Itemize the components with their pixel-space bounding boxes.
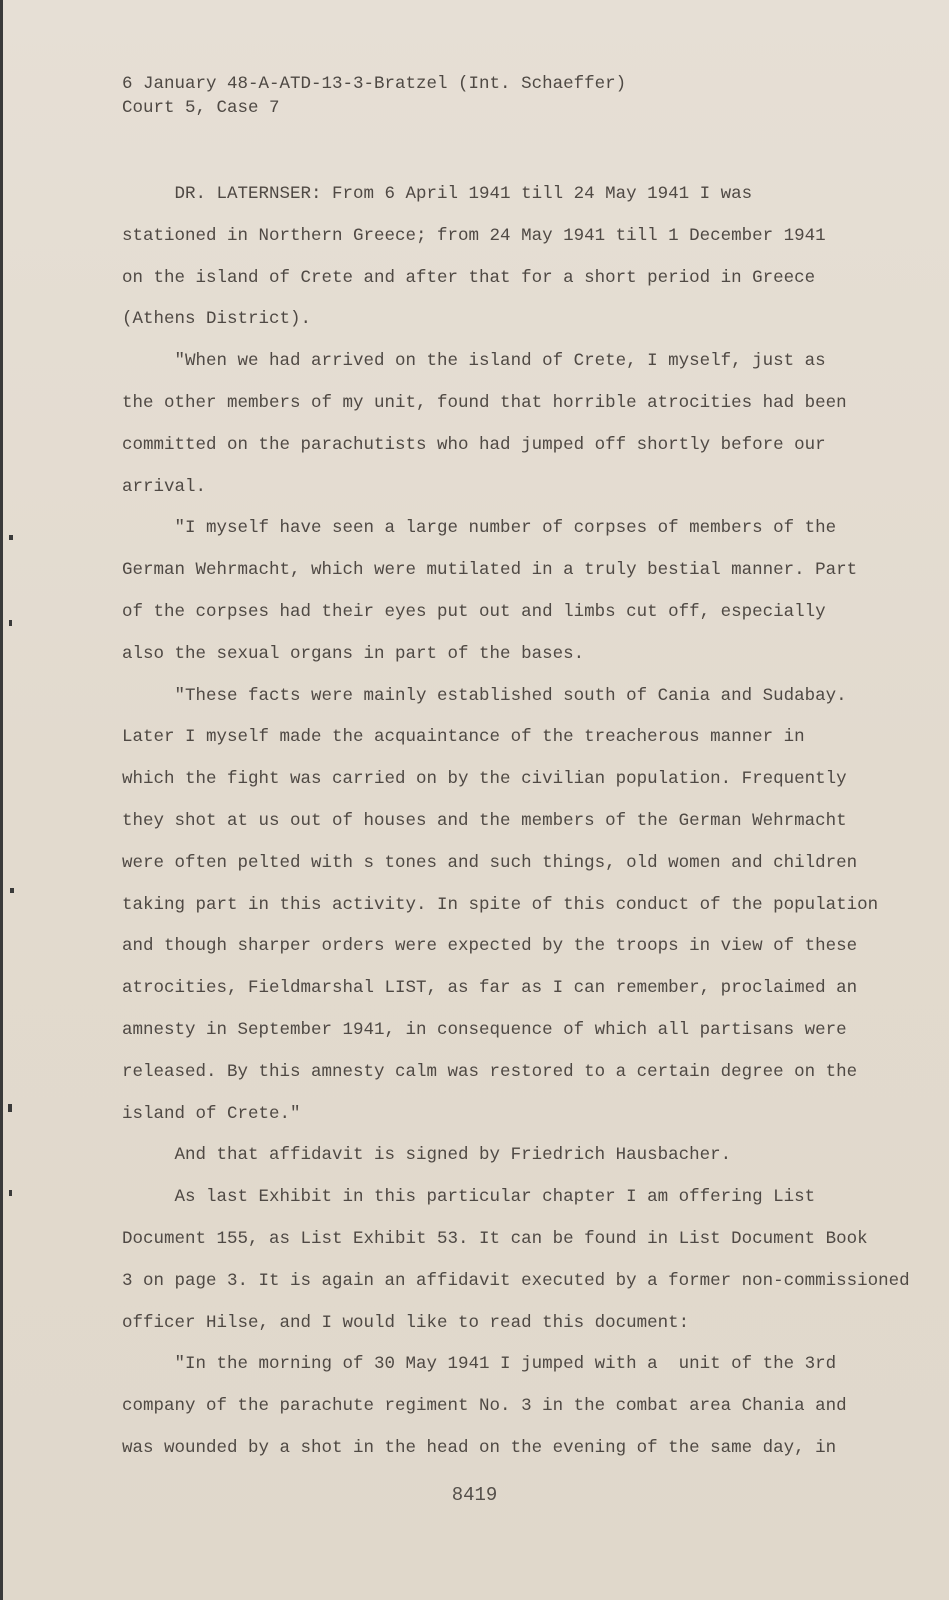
text-line: "In the morning of 30 May 1941 I jumped with a unit of the 3rd: [122, 1354, 837, 1375]
page-left-edge: [0, 0, 3, 1600]
binding-mark: [9, 1190, 12, 1196]
document-header: [122, 72, 626, 120]
paragraph-corpses: [122, 508, 902, 675]
text-line: company of the parachute regiment No. 3 in the combat area Chania and: [122, 1396, 847, 1417]
paragraph-facts-established: [122, 676, 902, 1136]
text-line: DR. LATERNSER: From 6 April 1941 till 24 May 1941 I was: [122, 184, 753, 204]
text-line: stationed in Northern Greece; from 24 May 1941 till 1 December 1941: [122, 225, 826, 246]
text-line: and though sharper orders were expected by the troops in view of these: [122, 936, 858, 957]
text-line: German Wehrmacht, which were mutilated in a truly bestial manner. Part: [122, 560, 858, 581]
text-line: amnesty in September 1941, in consequence of which all partisans were: [122, 1019, 847, 1040]
text-line: As last Exhibit in this particular chapter I am offering List: [122, 1187, 816, 1208]
page-number: 8419: [451, 1484, 498, 1506]
binding-mark: [9, 620, 12, 626]
text-line: (Athens District).: [122, 309, 312, 330]
text-line: committed on the parachutists who had jumped off shortly before our: [122, 434, 826, 455]
text-line: 3 on page 3. It is again an affidavit executed by a former non-commissioned: [122, 1270, 910, 1291]
header-line-court-case: Court 5, Case 7: [122, 98, 280, 118]
paragraph-affidavit-signature: [122, 1135, 902, 1177]
paragraph-laternser-statement: [122, 174, 902, 341]
text-line: was wounded by a shot in the head on the evening of the same day, in: [122, 1437, 837, 1458]
text-line: atrocities, Fieldmarshal LIST, as far as I can remember, proclaimed an: [122, 978, 858, 999]
text-line: arrival.: [122, 476, 207, 497]
text-line: they shot at us out of houses and the members of the German Wehrmacht: [122, 810, 847, 831]
header-line-date-reference: 6 January 48-A-ATD-13-3-Bratzel (Int. Schaeffer): [122, 74, 627, 94]
text-line: on the island of Crete and after that for a short period in Greece: [122, 267, 816, 288]
text-line: also the sexual organs in part of the bases.: [122, 643, 585, 664]
text-line: And that affidavit is signed by Friedrich Hausbacher.: [122, 1145, 732, 1166]
text-line: which the fight was carried on by the civilian population. Frequently: [122, 769, 847, 790]
document-body: [122, 174, 910, 1470]
text-line: officer Hilse, and I would like to read this document:: [122, 1312, 690, 1333]
text-line: "When we had arrived on the island of Crete, I myself, just as: [122, 351, 826, 372]
text-line: Later I myself made the acquaintance of the treacherous manner in: [122, 727, 805, 748]
text-line: of the corpses had their eyes put out and limbs cut off, especially: [122, 601, 826, 622]
text-line: "I myself have seen a large number of corpses of members of the: [122, 518, 837, 539]
paragraph-arrival-crete: [122, 341, 902, 508]
paragraph-last-exhibit: [122, 1177, 910, 1344]
text-line: island of Crete.": [122, 1103, 301, 1124]
text-line: the other members of my unit, found that horrible atrocities had been: [122, 392, 847, 413]
text-line: released. By this amnesty calm was restored to a certain degree on the: [122, 1061, 858, 1082]
text-line: Document 155, as List Exhibit 53. It can be found in List Document Book: [122, 1228, 868, 1249]
binding-mark: [8, 1104, 12, 1112]
text-line: were often pelted with s tones and such things, old women and children: [122, 852, 858, 873]
text-line: "These facts were mainly established south of Cania and Sudabay.: [122, 685, 847, 706]
binding-mark: [9, 535, 13, 540]
paragraph-morning-30-may: [122, 1344, 902, 1469]
text-line: taking part in this activity. In spite of this conduct of the population: [122, 894, 879, 915]
binding-mark: [10, 888, 14, 893]
